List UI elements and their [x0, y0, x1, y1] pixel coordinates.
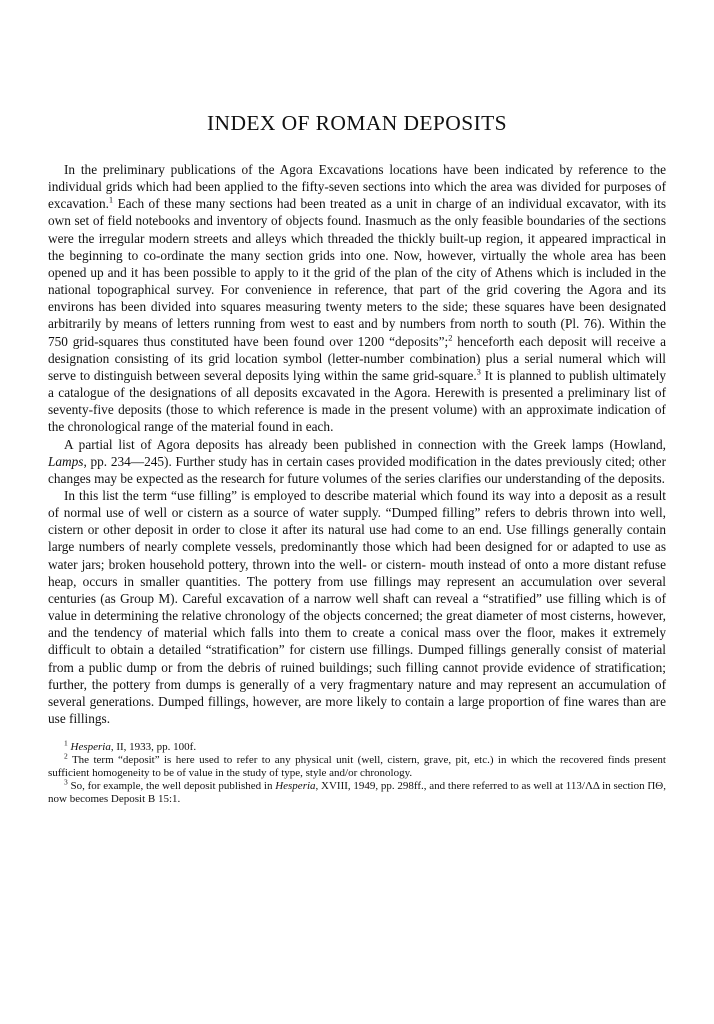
- footnote-1-text: , II, 1933, pp. 100f.: [110, 741, 197, 754]
- footnote-3-italic: Hesperia: [275, 780, 316, 793]
- footnote-3: [48, 777, 666, 806]
- paragraph-1-text-c: henceforth each deposit will receive a designation consisting of its grid location symbol (letter-number combination) plus a serial numeral which will serve to distinguish between several deposits lying within the same grid-square.: [48, 333, 666, 383]
- footnote-2: [48, 751, 666, 780]
- footnote-1-mark: 1: [64, 738, 68, 748]
- paragraph-2-text-b: , pp. 234—245). Further study has in certain cases provided modification in the dates previously cited; other changes may be expected as the research for future volumes of the series clarifies our understanding of the deposits.: [48, 453, 666, 486]
- footnote-1: [48, 738, 666, 754]
- footnote-ref-2[interactable]: 2: [448, 332, 453, 343]
- paragraph-2-italic: Lamps: [48, 453, 84, 469]
- paragraph-3: In this list the term “use filling” is employed to describe material which found its way into a deposit as a result of normal use of well or cistern as a source of water supply. “Dumped filling” refers to debris thrown into well, cistern or other deposit in order to close it after its natural use had come to an end. Use fillings generally contain large numbers of nearly complete vessels, predominantly those which had been designed for or adapted to use as water jars; broken household pottery, thrown into the well- or cistern- mouth instead of onto a more distant refuse heap, occurs in smaller quantities. The pottery from use fillings may represent an accumulation over several centuries (as Group M). Careful excavation of a narrow well shaft can reveal a “stratified” use filling which is of value in determining the relative chronology of the objects concerned; the great diameter of most cisterns, however, and the tendency of material which falls into them to create a conical mass over the floor, makes it extremely difficult to obtain a detailed “stratification” for cistern use fillings. Dumped fillings generally consist of material from a public dump or from the debris of ruined buildings; such filling cannot provide evidence of stratification; further, the pottery from dumps is generally of a very fragmentary nature and may represent an accumulation of several generations. Dumped fillings, however, are more likely to contain a large proportion of fine wares than are use fillings.: [48, 487, 666, 726]
- paragraph-1-text-b: Each of these many sections had been treated as a unit in charge of an individual excavator, with its own set of field notebooks and inventory of objects found. Inasmuch as the only feasible boundaries of the sections were the irregular modern streets and alleys which threaded the thickly built-up region, it appeared impractical in the beginning to co-ordinate the many section grids into one. Now, however, virtually the whole area has been opened up and it has been possible to apply to it the grid of the plan of the city of Athens which is included in the national topographical survey. For convenience in reference, that part of the grid covering the Agora and its environs has been divided into squares measuring twenty meters to the side; these squares have been designated arbitrarily by means of letters running from west to east and by numbers from north to south (Pl. 76). Within the 750 grid-squares thus constituted have been found over 1200 “deposits”;: [48, 196, 666, 349]
- footnote-ref-1[interactable]: 1: [108, 194, 114, 205]
- footnote-1-italic: Hesperia: [70, 741, 111, 754]
- document-page: [48, 0, 666, 806]
- paragraph-2: [48, 436, 666, 487]
- paragraph-1-text-a: In the preliminary publications of the Agora Excavations locations have been indicated by reference to the individual grids which had been applied to the fifty-seven sections into which the area was divided for purposes of excavation.: [48, 162, 666, 212]
- footnote-2-mark: 2: [64, 751, 68, 761]
- footnote-ref-3[interactable]: 3: [476, 366, 481, 377]
- footnote-3-text: , XVIII, 1949, pp. 298ff., and there referred to as well at 113/ΛΔ in section ΠΘ, now becomes Deposit B 15:1.: [48, 780, 666, 806]
- paragraph-1: [48, 161, 666, 436]
- footnote-3-mark: 3: [64, 777, 68, 787]
- paragraph-2-text-a: A partial list of Agora deposits has already been published in connection with the Greek lamps (Howland,: [64, 436, 666, 452]
- footnotes: [48, 738, 666, 806]
- page-title: INDEX OF ROMAN DEPOSITS: [206, 111, 508, 135]
- footnote-2-text: The term “deposit” is here used to refer to any physical unit (well, cistern, grave, pit, etc.) in which the recovered finds present sufficient homogeneity to be of value in the study of type, style and/or chronology.: [48, 754, 666, 780]
- footnote-3-pre: So, for example, the well deposit published in: [67, 780, 276, 793]
- body-text: [48, 161, 666, 727]
- paragraph-1-text-d: It is planned to publish ultimately a catalogue of the designations of all deposits excavated in the Agora. Herewith is presented a preliminary list of seventy-five deposits (those to which reference is made in the present volume) with an approximate indication of the chronological range of the material found in each.: [48, 367, 666, 435]
